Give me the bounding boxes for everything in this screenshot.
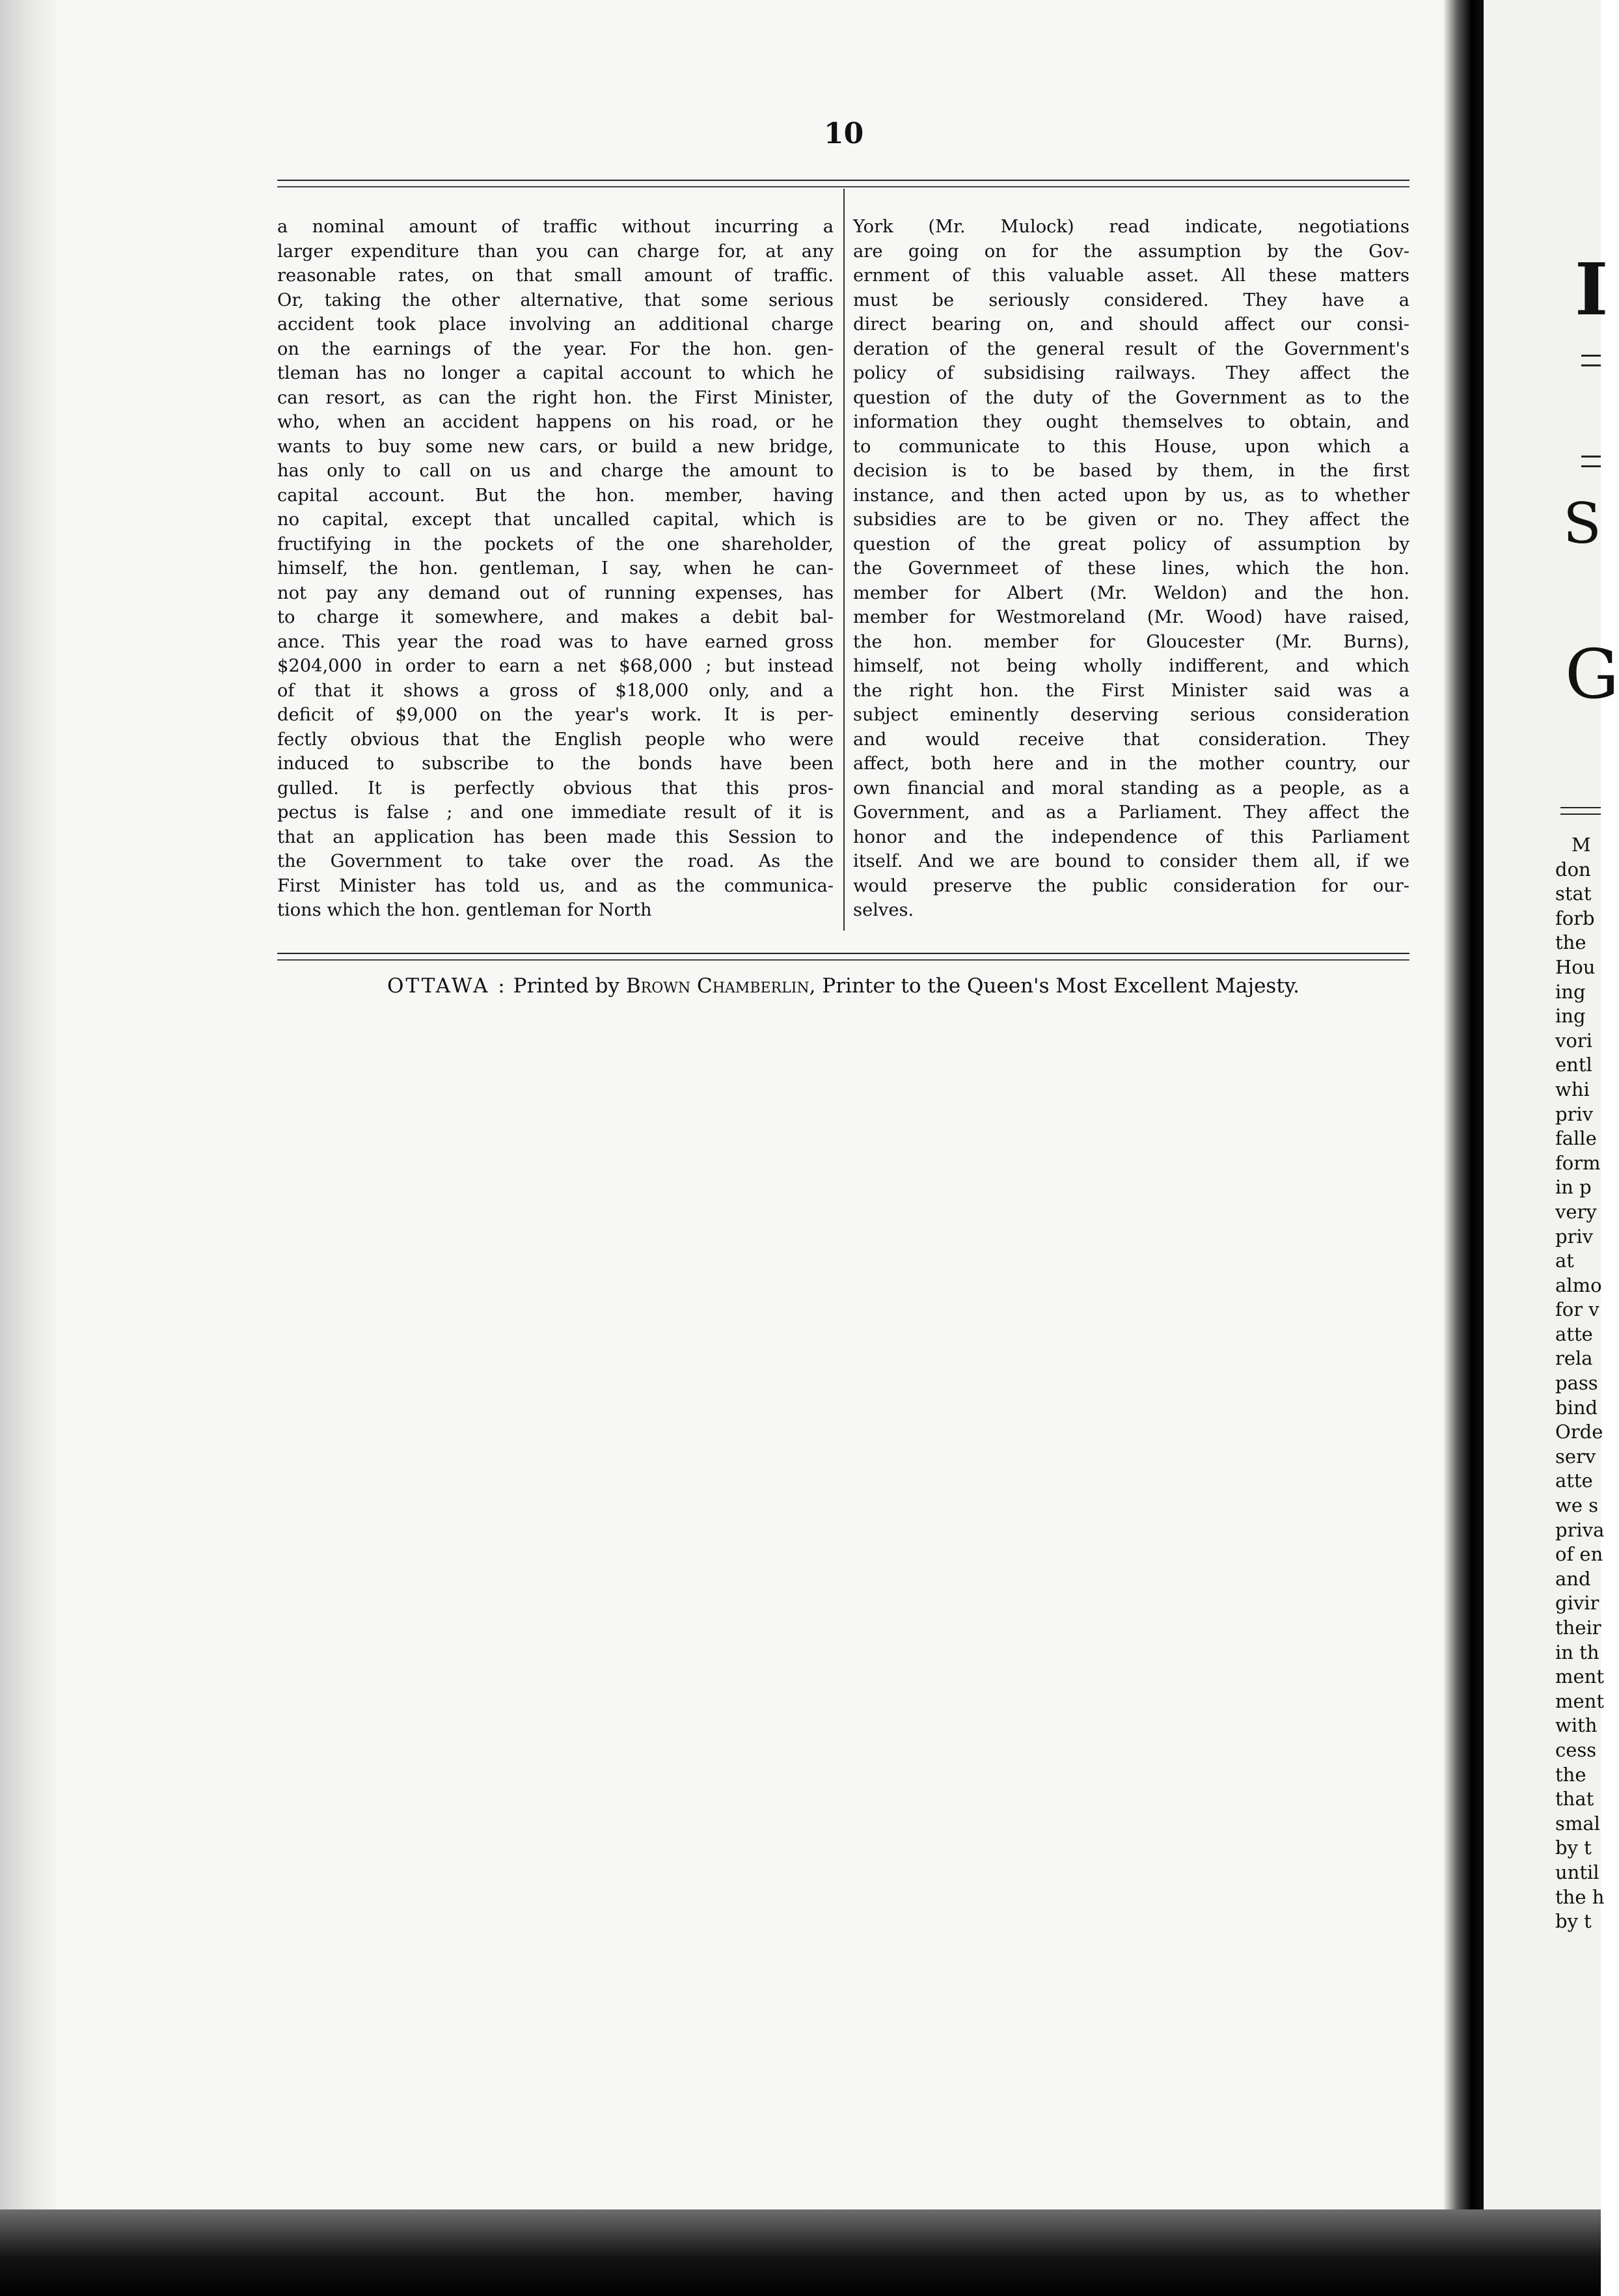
adjacent-fragment-line: forb xyxy=(1555,907,1595,929)
adjacent-fragment-line: falle xyxy=(1555,1127,1597,1150)
right-column-line: Government, and as a Parliament. They affect the xyxy=(853,802,1409,823)
adjacent-fragment-line: ing xyxy=(1555,980,1586,1003)
adjacent-fragment-line: very xyxy=(1555,1200,1597,1223)
left-column-line: himself, the hon. gentleman, I say, when he can- xyxy=(277,558,834,579)
right-column-line: question of the great policy of assumption by xyxy=(853,534,1409,554)
right-column-line: selves. xyxy=(853,900,914,920)
adjacent-fragment-line: stat xyxy=(1555,882,1592,905)
adjacent-fragment-line: Hou xyxy=(1555,955,1596,978)
adjacent-rule-4 xyxy=(1581,465,1601,467)
right-column xyxy=(853,215,1409,924)
left-column-line: has only to call on us and charge the amount to xyxy=(277,461,834,481)
right-column-line: subject eminently deserving serious consideration xyxy=(853,705,1409,725)
adjacent-fragment-line: at xyxy=(1555,1250,1574,1272)
adjacent-text-fragments xyxy=(1555,833,1605,1934)
adjacent-fragment-line: until xyxy=(1555,1861,1599,1883)
left-column-line: fructifying in the pockets of the one shareholder, xyxy=(277,534,834,554)
right-column-line: instance, and then acted upon by us, as to whether xyxy=(853,485,1409,506)
adjacent-fragment-line: the xyxy=(1555,1763,1586,1786)
adjacent-large-glyph-s: S xyxy=(1563,491,1601,556)
adjacent-large-glyph-g: G xyxy=(1565,635,1619,714)
right-column-line: affect, both here and in the mother country, our xyxy=(853,754,1409,774)
adjacent-fragment-line: in th xyxy=(1555,1641,1599,1663)
right-column-line: ernment of this valuable asset. All these matters xyxy=(853,266,1409,286)
adjacent-large-glyph-top: I xyxy=(1575,247,1609,331)
right-column-line: and would receive that consideration. They xyxy=(853,729,1409,750)
text-columns xyxy=(277,215,1409,924)
adjacent-fragment-line: priv xyxy=(1555,1102,1594,1125)
right-column-line: York (Mr. Mulock) read indicate, negotiations xyxy=(853,217,1409,237)
left-column-line: tleman has no longer a capital account to which he xyxy=(277,363,834,383)
left-column-line: accident took place involving an additional charge xyxy=(277,314,834,335)
footer-double-rule xyxy=(277,953,1409,961)
left-column-line: fectly obvious that the English people who were xyxy=(277,729,834,750)
adjacent-fragment-line: we s xyxy=(1555,1494,1599,1517)
right-column-line: subsidies are to be given or no. They affect the xyxy=(853,510,1409,530)
right-column-line: member for Albert (Mr. Weldon) and the hon. xyxy=(853,582,1409,603)
adjacent-fragment-line: by t xyxy=(1555,1837,1592,1859)
book-gutter-shadow xyxy=(1443,0,1484,2296)
left-column-line: capital account. But the hon. member, having xyxy=(277,485,834,506)
right-column-line: the Governmeet of these lines, which the hon. xyxy=(853,558,1409,579)
document-page xyxy=(56,0,1443,2209)
right-column-line: question of the duty of the Government as to the xyxy=(853,387,1409,408)
adjacent-rule-6 xyxy=(1560,813,1601,815)
left-column-line: induced to subscribe to the bonds have been xyxy=(277,754,834,774)
adjacent-fragment-line: and xyxy=(1555,1567,1591,1590)
adjacent-fragment-line: atte xyxy=(1555,1322,1593,1345)
left-column-line: deficit of $9,000 on the year's work. It is per- xyxy=(277,705,834,725)
right-column-line: deration of the general result of the Government's xyxy=(853,338,1409,359)
right-column-line: policy of subsidising railways. They affect the xyxy=(853,363,1409,383)
left-column-line: no capital, except that uncalled capital, which is xyxy=(277,510,834,530)
right-column-line: must be seriously considered. They have a xyxy=(853,290,1409,310)
right-column-line: are going on for the assumption by the Gov- xyxy=(853,241,1409,262)
right-column-line: himself, not being wholly indifferent, and which xyxy=(853,656,1409,676)
adjacent-fragment-line: pass xyxy=(1555,1372,1598,1395)
adjacent-fragment-line: ment xyxy=(1555,1689,1604,1712)
colophon-printer-name: Brown Chamberlin xyxy=(625,974,810,998)
adjacent-fragment-line: smal xyxy=(1555,1812,1600,1835)
colophon-title: , Printer to the Queen's Most Excellent Majesty. xyxy=(809,974,1300,998)
adjacent-fragment-line: rela xyxy=(1555,1347,1593,1370)
adjacent-fragment-line: givir xyxy=(1555,1592,1599,1615)
adjacent-fragment-line: don xyxy=(1555,858,1591,881)
left-column-line: the Government to take over the road. As the xyxy=(277,851,834,871)
adjacent-fragment-line: atte xyxy=(1555,1469,1593,1492)
colophon-printed-by: Printed by xyxy=(513,974,620,998)
scan-bottom-edge xyxy=(0,2209,1601,2296)
colophon-city: OTTAWA : xyxy=(387,974,507,998)
adjacent-fragment-line: the xyxy=(1555,931,1586,954)
adjacent-rule-2 xyxy=(1581,364,1601,366)
adjacent-fragment-line: ing xyxy=(1555,1005,1586,1028)
right-column-line: direct bearing on, and should affect our consi- xyxy=(853,314,1409,335)
adjacent-fragment-line: for v xyxy=(1555,1298,1599,1321)
adjacent-fragment-line: bind xyxy=(1555,1396,1598,1419)
adjacent-fragment-line: the h xyxy=(1555,1885,1605,1908)
header-double-rule xyxy=(277,180,1409,187)
left-column-line: larger expenditure than you can charge for, at any xyxy=(277,241,834,262)
adjacent-fragment-line: with xyxy=(1555,1714,1598,1737)
right-column-line: information they ought themselves to obtain, and xyxy=(853,412,1409,432)
adjacent-fragment-line: in p xyxy=(1555,1176,1592,1199)
adjacent-fragment-line: Orde xyxy=(1555,1421,1603,1443)
left-column-line: reasonable rates, on that small amount of traffic. xyxy=(277,266,834,286)
left-column-line: ance. This year the road was to have earned gross xyxy=(277,631,834,652)
right-column-line: would preserve the public consideration for our- xyxy=(853,875,1409,896)
adjacent-fragment-line: form xyxy=(1555,1151,1601,1174)
right-column-line: the hon. member for Gloucester (Mr. Burns), xyxy=(853,631,1409,652)
left-column-line: Or, taking the other alternative, that some serious xyxy=(277,290,834,310)
adjacent-fragment-line: M xyxy=(1571,834,1591,856)
adjacent-fragment-line: priv xyxy=(1555,1225,1594,1248)
left-column-line: First Minister has told us, and as the communica- xyxy=(277,875,834,896)
right-column-line: to communicate to this House, upon which a xyxy=(853,436,1409,457)
adjacent-fragment-line: ment xyxy=(1555,1665,1604,1688)
left-column-line: tions which the hon. gentleman for North xyxy=(277,900,652,920)
scan-left-edge xyxy=(0,0,56,2296)
adjacent-rule-5 xyxy=(1560,807,1601,808)
adjacent-fragment-line: their xyxy=(1555,1617,1601,1639)
left-column-line: to charge it somewhere, and makes a debit bal- xyxy=(277,607,834,627)
adjacent-fragment-line: by t xyxy=(1555,1910,1592,1933)
left-column-line: on the earnings of the year. For the hon. gen- xyxy=(277,338,834,359)
left-column-line: not pay any demand out of running expenses, has xyxy=(277,582,834,603)
right-column-line: own financial and moral standing as a people, as a xyxy=(853,778,1409,799)
left-column-line: that an application has been made this Session to xyxy=(277,827,834,847)
adjacent-fragment-line: that xyxy=(1555,1788,1594,1811)
adjacent-fragment-line: priva xyxy=(1555,1518,1605,1541)
adjacent-fragment-line: vori xyxy=(1555,1029,1592,1052)
left-column-line: who, when an accident happens on his road, or he xyxy=(277,412,834,432)
page-number: 10 xyxy=(824,117,864,150)
printer-colophon xyxy=(277,973,1409,999)
adjacent-fragment-line: cess xyxy=(1555,1738,1597,1761)
left-column-line: a nominal amount of traffic without incurring a xyxy=(277,217,834,237)
adjacent-rule-1 xyxy=(1581,355,1601,357)
adjacent-fragment-line: whi xyxy=(1555,1078,1590,1100)
right-column-line: decision is to be based by them, in the first xyxy=(853,461,1409,481)
right-column-line: member for Westmoreland (Mr. Wood) have raised, xyxy=(853,607,1409,627)
adjacent-fragment-line: almo xyxy=(1555,1274,1602,1296)
left-column xyxy=(277,215,834,924)
left-column-line: pectus is false ; and one immediate result of it is xyxy=(277,802,834,823)
right-column-line: the right hon. the First Minister said was a xyxy=(853,680,1409,701)
adjacent-fragment-line: entl xyxy=(1555,1054,1592,1076)
left-column-line: wants to buy some new cars, or build a new bridge, xyxy=(277,436,834,457)
left-column-line: $204,000 in order to earn a net $68,000 ; but instead xyxy=(277,656,834,676)
right-column-line: itself. And we are bound to consider them all, if we xyxy=(853,851,1409,871)
adjacent-page-fragment xyxy=(1484,0,1619,2296)
right-column-line: honor and the independence of this Parliament xyxy=(853,827,1409,847)
column-divider xyxy=(843,189,845,931)
left-column-line: gulled. It is perfectly obvious that this pros- xyxy=(277,778,834,799)
left-column-line: of that it shows a gross of $18,000 only, and a xyxy=(277,680,834,701)
left-column-line: can resort, as can the right hon. the First Minister, xyxy=(277,387,834,408)
adjacent-fragment-line: of en xyxy=(1555,1543,1603,1566)
adjacent-fragment-line: serv xyxy=(1555,1445,1596,1468)
adjacent-rule-3 xyxy=(1581,456,1601,458)
